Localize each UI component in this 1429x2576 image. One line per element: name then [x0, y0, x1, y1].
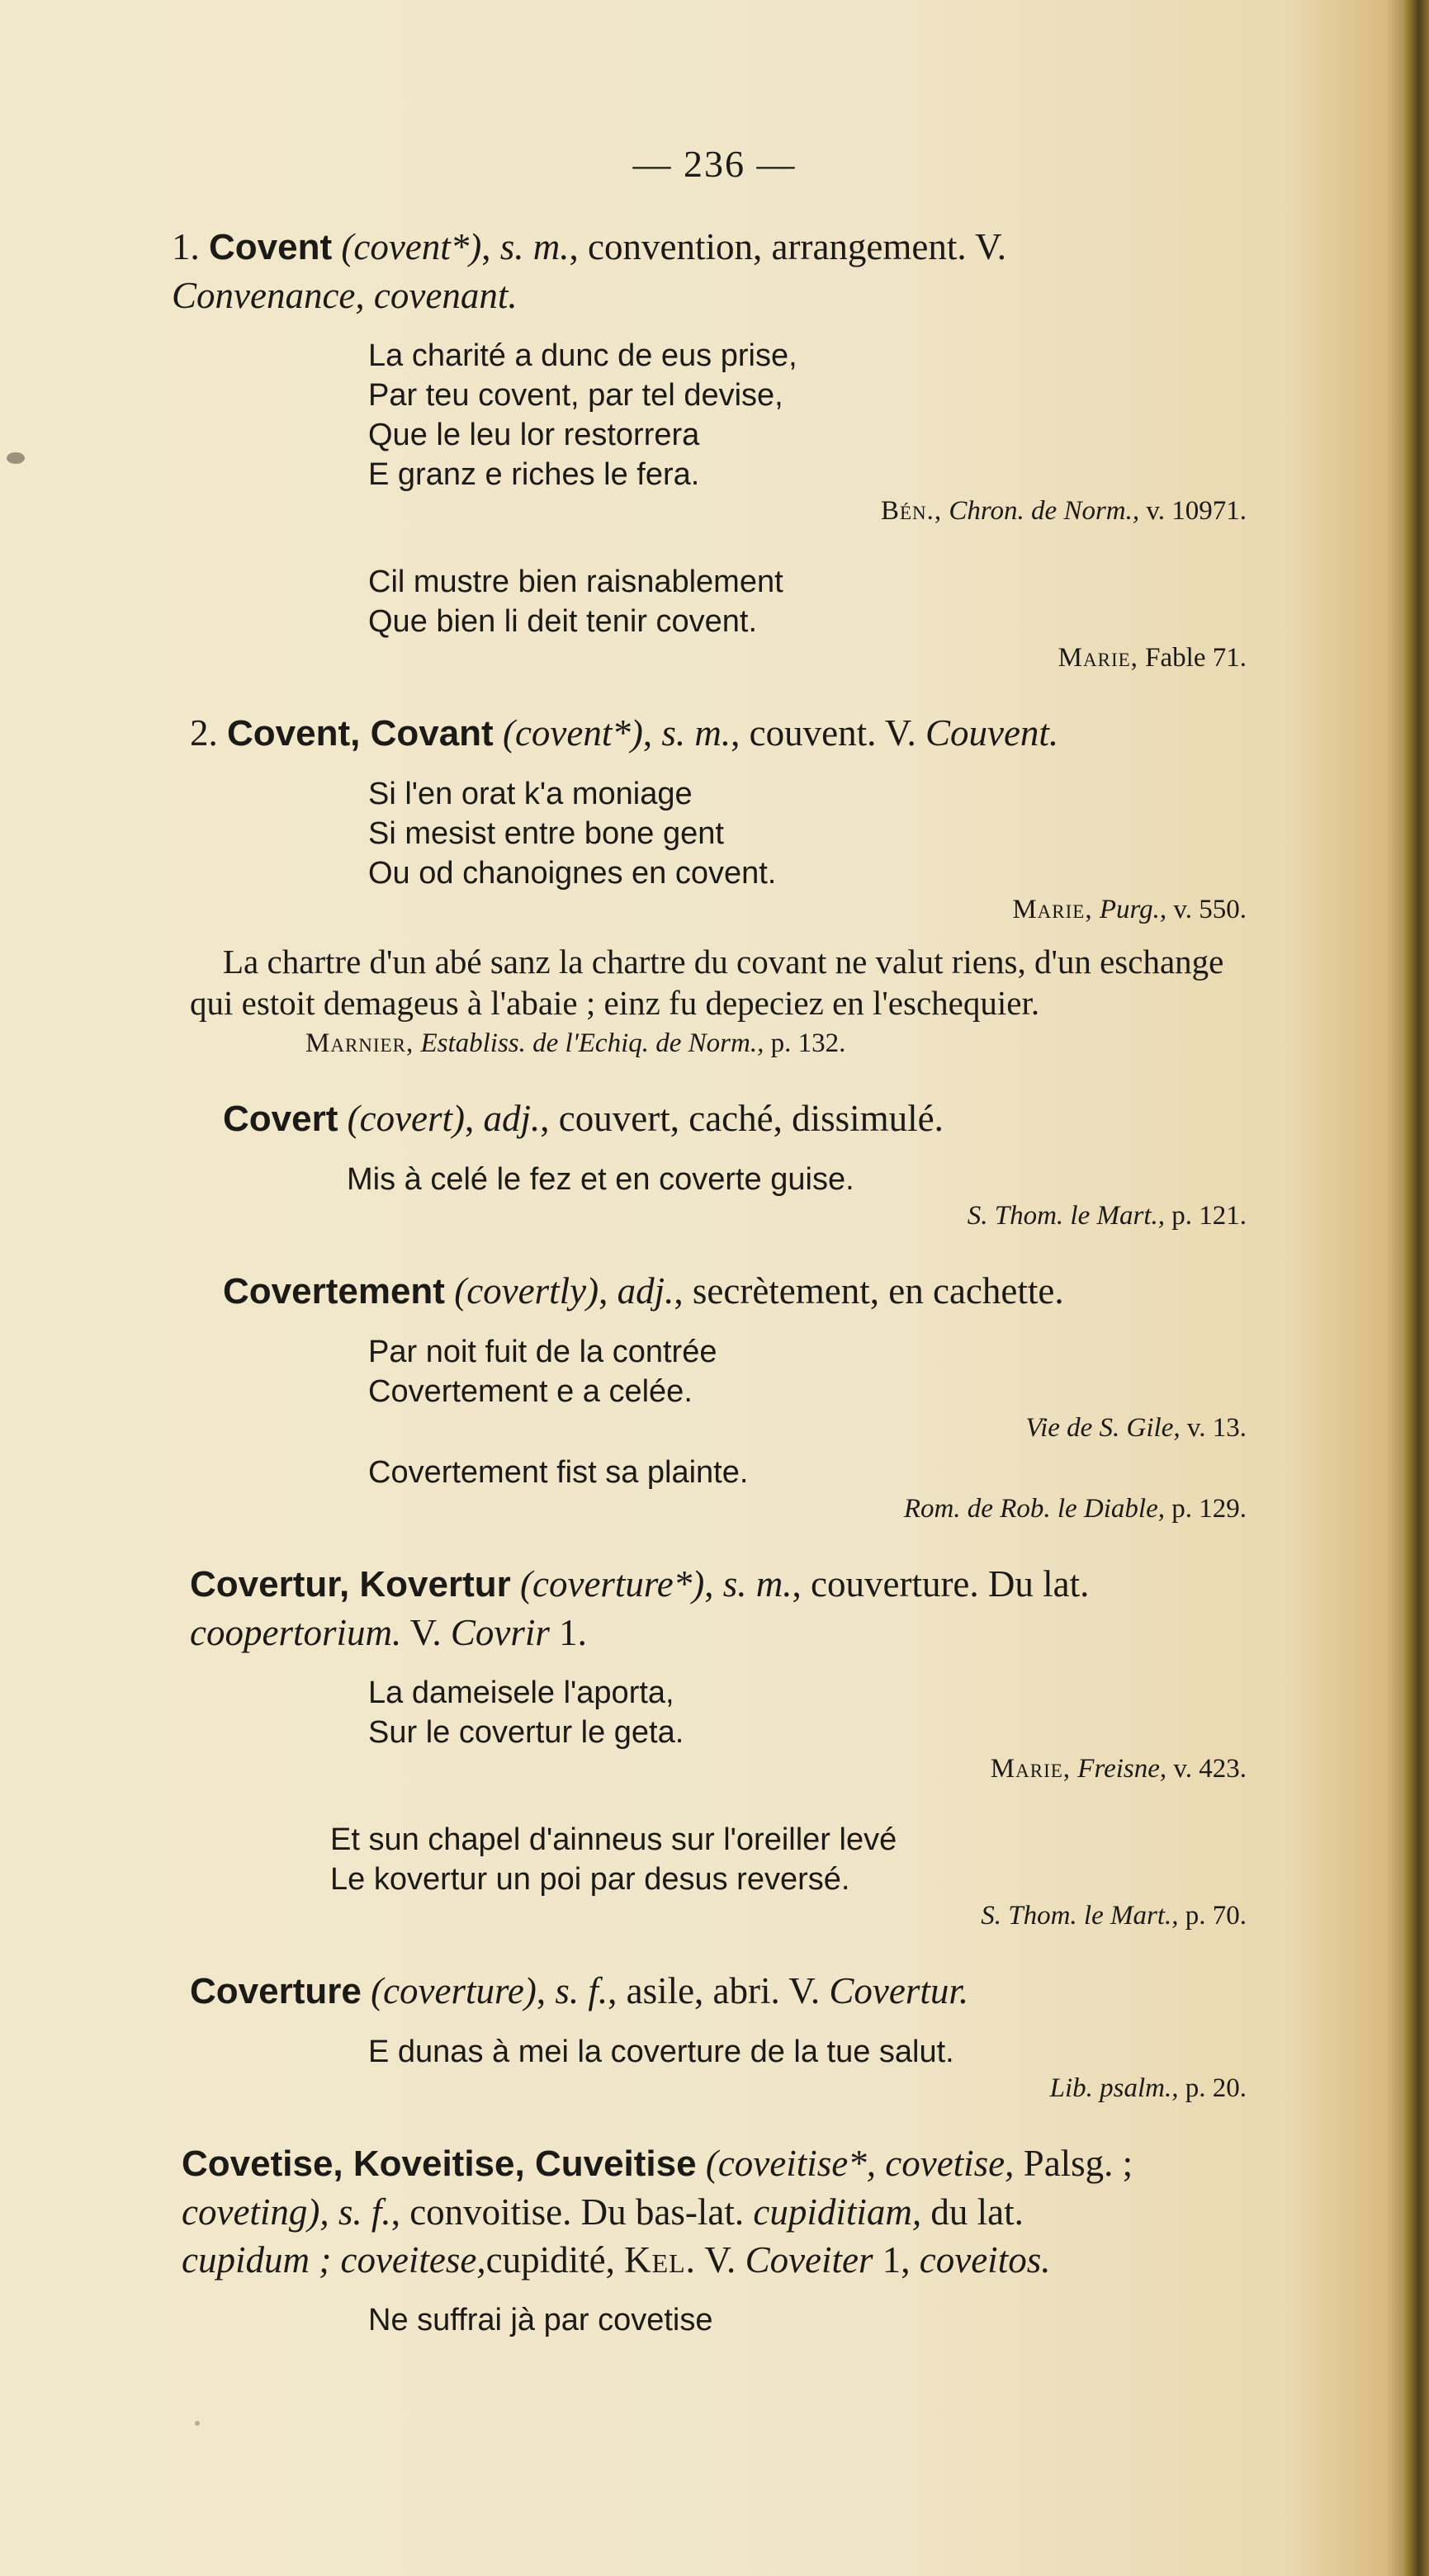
citation-author: Kel. — [624, 2239, 696, 2281]
citation-ref: p. 129. — [1171, 1494, 1247, 1524]
definition: couvent. V. — [749, 712, 916, 754]
quote-line: Sur le covertur le geta. — [368, 1715, 684, 1750]
etymology: covetise, — [885, 2143, 1015, 2184]
etymology: (covert) — [347, 1098, 466, 1139]
quote-line: Si l'en orat k'a moniage — [368, 777, 693, 811]
quote-line: Le kovertur un poi par desus reversé. — [330, 1862, 850, 1897]
citation-work: Lib. psalm., — [1049, 2073, 1179, 2103]
quotation — [368, 336, 1263, 494]
quote-line: Et sun chapel d'ainneus sur l'oreiller levé — [330, 1822, 897, 1857]
cross-reference: Convenance, covenant. — [172, 275, 518, 316]
headword: Covent — [209, 227, 333, 267]
entry-covent-1: 1. Covent (covent*), s. m., convention, arrangement. V. Convenance, covenant. — [172, 226, 1006, 316]
citation-work: S. Thom. le Mart., — [981, 1901, 1179, 1931]
entry-covetise: Covetise, Koveitise, Cuveitise (coveitise*, covetise, Palsg. ; coveting), s. f., convoitise. Du bas-lat. cupiditiam, du lat. cupidum ; coveitese,cupidité, Kel. V. Coveiter 1, coveitos. — [182, 2143, 1133, 2281]
citation-work: Rom. de Rob. le Diable, — [903, 1494, 1165, 1524]
citation — [190, 1411, 1263, 1444]
citation-ref: p. 121. — [1171, 1201, 1247, 1231]
entry-covertur: Covertur, Kovertur (coverture*), s. m., couverture. Du lat. coopertorium. V. Covrir 1. — [190, 1563, 1090, 1653]
cross-reference: Coveiter — [745, 2239, 873, 2281]
definition: couverture. Du lat. — [811, 1563, 1090, 1605]
cross-reference-prefix: V. — [704, 2239, 736, 2281]
quotation — [368, 2300, 1263, 2340]
grammar: s. m. — [499, 226, 570, 267]
etymology: (covertly) — [454, 1270, 599, 1312]
quote-line: La dameisele l'aporta, — [368, 1676, 674, 1710]
entry-covertement: Covertement (covertly), adj., secrètement, en cachette. — [223, 1270, 1064, 1312]
citation-work: Chron. de Norm., — [949, 496, 1140, 526]
definition: cupidité, — [485, 2239, 615, 2281]
quotation — [368, 774, 1263, 893]
citation — [190, 893, 1263, 926]
quote-line: Par teu covent, par tel devise, — [368, 378, 783, 413]
citation-ref: Fable 71. — [1145, 643, 1247, 673]
citation-author: Marie, — [990, 1754, 1072, 1784]
cross-reference: coveitos. — [919, 2239, 1051, 2281]
citation — [190, 494, 1263, 527]
ink-dot — [195, 2421, 200, 2426]
citation-ref: p. 132. — [770, 1028, 846, 1058]
citation-author: Marie, — [1058, 643, 1138, 673]
headword: Covent, Covant — [227, 713, 494, 754]
citation — [190, 1752, 1263, 1785]
cross-reference: Covertur. — [829, 1970, 969, 2011]
definition: convoitise. Du bas-lat. — [409, 2191, 745, 2233]
grammar: adj. — [617, 1270, 674, 1312]
quote-line: Par noit fuit de la contrée — [368, 1335, 717, 1369]
citation — [190, 1199, 1263, 1232]
etymology: (covent*) — [502, 712, 643, 754]
citation-author: Marie, — [1012, 895, 1093, 924]
headword: Covertur, Kovertur — [190, 1564, 511, 1605]
quote-line: Cil mustre bien raisnablement — [368, 565, 783, 599]
quotation — [368, 1332, 1263, 1411]
quote-line: E dunas à mei la coverture de la tue salut. — [368, 2035, 954, 2069]
cross-reference: Couvent. — [925, 712, 1059, 754]
entry-covert: Covert (covert), adj., couvert, caché, dissimulé. — [223, 1098, 944, 1139]
grammar: s. f. — [555, 1970, 608, 2011]
entry-number: 1. — [172, 226, 209, 267]
page-edge — [1404, 0, 1429, 2576]
entry-coverture: Coverture (coverture), s. f., asile, abri. V. Covertur. — [190, 1970, 969, 2011]
quotation — [368, 1673, 1263, 1752]
citation-ref: v. 550. — [1173, 895, 1247, 924]
quote-line: Covertement e a celée. — [368, 1374, 693, 1409]
etymology: (coverture) — [371, 1970, 537, 2011]
citation-author: Bén., — [881, 496, 943, 526]
etymology: (coveitise*, — [705, 2143, 876, 2184]
cross-reference-prefix: V. — [409, 1612, 442, 1653]
cross-reference-number: 1, — [882, 2239, 911, 2281]
citation — [190, 1492, 1263, 1525]
citation — [190, 1027, 1263, 1060]
quote-line: Covertement fist sa plainte. — [368, 1455, 749, 1490]
ink-spot — [7, 452, 25, 464]
entry-covent-2: 2. Covent, Covant (covent*), s. m., couvent. V. Couvent. — [190, 712, 1059, 754]
cross-reference: Covrir — [450, 1612, 550, 1653]
etymology: (coverture*) — [520, 1563, 705, 1605]
quotation — [368, 2032, 1263, 2072]
dictionary-column — [172, 223, 1263, 2340]
quote-line: Ou od chanoignes en covent. — [368, 856, 777, 891]
definition: asile, abri. V. — [626, 1970, 821, 2011]
definition: couvert, caché, dissimulé. — [558, 1098, 944, 1139]
quote-line: Ne suffrai jà par covetise — [368, 2303, 713, 2337]
headword: Coverture — [190, 1971, 362, 2011]
citation-work: Vie de S. Gile, — [1025, 1413, 1181, 1443]
quotation — [347, 1160, 1263, 1199]
headword: Covetise, Koveitise, Cuveitise — [182, 2144, 697, 2184]
page-number: — 236 — — [632, 143, 797, 185]
citation-work: Establiss. de l'Echiq. de Norm., — [420, 1028, 764, 1058]
prose-quotation: La chartre d'un abé sanz la chartre du covant ne valut riens, d'un eschange qui estoit demageus à l'abaie ; einz fu depeciez en l'eschequier. — [190, 943, 1224, 1022]
latin-form: cupidum ; — [182, 2239, 332, 2281]
etymology-source: Palsg. ; — [1023, 2143, 1133, 2184]
quotation — [368, 562, 1263, 641]
grammar: s. f. — [338, 2191, 391, 2233]
grammar: adj. — [483, 1098, 541, 1139]
grammar: s. m. — [661, 712, 731, 754]
citation-ref: v. 423. — [1173, 1754, 1247, 1784]
citation-work: Freisne, — [1077, 1754, 1167, 1784]
citation — [190, 2072, 1263, 2105]
citation-ref: p. 70. — [1185, 1901, 1247, 1931]
definition: convention, arrangement. V. — [588, 226, 1006, 267]
latin-form: cupiditiam, — [753, 2191, 922, 2233]
quote-line: E granz e riches le fera. — [368, 457, 700, 492]
citation — [190, 641, 1263, 674]
quote-line: Si mesist entre bone gent — [368, 816, 724, 851]
citation-work: Purg., — [1099, 895, 1167, 924]
headword: Covertement — [223, 1271, 445, 1312]
citation-ref: p. 20. — [1185, 2073, 1247, 2103]
quote-line: Que le leu lor restorrera — [368, 418, 700, 452]
etymology: coveting), — [182, 2191, 329, 2233]
cross-reference-number: 1. — [559, 1612, 587, 1653]
citation — [190, 1899, 1263, 1932]
headword: Covert — [223, 1099, 338, 1139]
quote-line: Que bien li deit tenir covent. — [368, 604, 758, 639]
quotation — [368, 1453, 1263, 1492]
latin-form: coopertorium. — [190, 1612, 402, 1653]
definition: secrètement, en cachette. — [692, 1270, 1064, 1312]
citation-ref: v. 13. — [1186, 1413, 1247, 1443]
quote-line: Mis à celé le fez et en coverte guise. — [347, 1162, 854, 1197]
quotation — [330, 1820, 1263, 1899]
citation-ref: v. 10971. — [1146, 496, 1247, 526]
variant-form: coveitese, — [340, 2239, 486, 2281]
grammar: s. m. — [722, 1563, 793, 1605]
citation-work: S. Thom. le Mart., — [967, 1201, 1165, 1231]
citation-author: Marnier, — [305, 1028, 414, 1058]
etymology: (covent*) — [341, 226, 482, 267]
definition: du lat. — [930, 2191, 1024, 2233]
quote-line: La charité a dunc de eus prise, — [368, 338, 797, 373]
entry-number: 2. — [190, 712, 227, 754]
